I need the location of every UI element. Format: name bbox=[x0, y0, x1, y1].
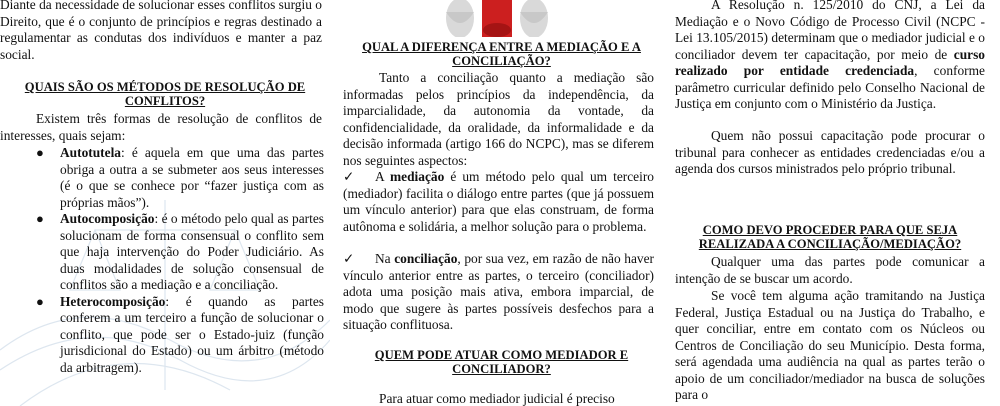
conciliation-text: , por sua vez, em razão de não haver vínculo anterior entre as partes, o terceiro (conciliador) adota uma posição mais ativa, embora imparcial, de modo que sugere às partes possíveis desfechos para a situação conflituosa. bbox=[343, 251, 654, 332]
resolution-paragraph bbox=[675, 0, 985, 113]
methods-heading: QUAIS SÃO OS MÉTODOS DE RESOLUÇÃO DE CONFLITOS? bbox=[24, 80, 306, 108]
item-term: Autotutela bbox=[60, 145, 121, 160]
resolution-bold: curso realizado por entidade credenciada bbox=[675, 46, 985, 78]
mediation-term: mediação bbox=[390, 169, 445, 184]
item-text: : é aquela em que uma das partes obriga a outra a se submeter aos seus interesses (é o que se conhece por “fazer justiça com as próprias mãos”). bbox=[60, 145, 324, 210]
column-left bbox=[0, 0, 330, 406]
item-text: : é o método pelo qual as partes solucionam de forma consensual o conflito sem que haja intervenção do Poder Judiciário. As duas modalidades de solução consensual de conflitos são a mediação e a conciliação. bbox=[60, 211, 324, 292]
item-term: Heterocomposição bbox=[60, 293, 166, 309]
who-paragraph: Para atuar como mediador judicial é preciso bbox=[379, 391, 615, 406]
item-text: : é quando as partes conferem a um terceiro a função de solucionar o conflito, que pode ser o Estado-juiz (função jurisdicional do Estado) ou um árbitro (método da arbitragem). bbox=[60, 293, 324, 375]
capacitation-paragraph: Quem não possui capacitação pode procurar o tribunal para conhecer as entidades credenciadas e/ou a agenda dos cursos ministrados pelo próprio tribunal. bbox=[675, 128, 985, 176]
conciliation-paragraph bbox=[343, 251, 654, 334]
difference-heading: QUAL A DIFERENÇA ENTRE A MEDIAÇÃO E A CONCILIAÇÃO? bbox=[362, 40, 641, 68]
mediation-paragraph bbox=[343, 169, 654, 235]
methods-list bbox=[0, 145, 330, 376]
procedure-paragraph-2: Se você tem alguma ação tramitando na Justiça Federal, Justiça Estadual ou na Justiça do Trabalho, e quer conciliar, entre em contato com os Núcleos ou Centros de Conciliação do seu Município. Desta forma, será agendada uma audiência na qual as partes terão o apoio de um conciliador/mediador na busca de soluções para o bbox=[675, 288, 985, 402]
difference-paragraph: Tanto a conciliação quanto a mediação são informadas pelos princípios da independência, da imparcialidade, da autonomia da vontade, da confidencialidade, da oralidade, da informalidade e da decisão informada (artigo 166 do NCPC), mas se diferem nos seguintes aspectos: bbox=[343, 70, 654, 168]
bullet-icon: ● bbox=[36, 293, 44, 309]
intro-paragraph: Diante da necessidade de solucionar esses conflitos surgiu o Direito, que é o conjunto de princípios e regras destinado a regulamentar as condutas dos indivíduos e manter a paz social. bbox=[0, 0, 322, 62]
mediation-text: é um método pelo qual um terceiro (mediador) facilita o diálogo entre partes (que já possuem um vínculo anterior) para que elas construam, de forma autônoma e solidária, a melhor solução para o problema. bbox=[343, 169, 655, 234]
methods-lead: Existem três formas de resolução de conflitos de interesses, quais sejam: bbox=[0, 111, 322, 143]
procedure-heading: COMO DEVO PROCEDER PARA QUE SEJA REALIZADA A CONCILIAÇÃO/MEDIAÇÃO? bbox=[698, 223, 962, 251]
conciliation-pre: Na bbox=[375, 251, 395, 266]
list-item bbox=[0, 145, 330, 211]
list-item bbox=[0, 294, 330, 377]
item-term: Autocomposição bbox=[60, 211, 155, 226]
bullet-icon: ● bbox=[36, 211, 44, 226]
procedure-paragraph-1: Qualquer uma das partes pode comunicar a intenção de se buscar um acordo. bbox=[675, 254, 985, 286]
checkmark-icon: ✓ bbox=[343, 251, 355, 266]
who-heading: QUEM PODE ATUAR COMO MEDIADOR E CONCILIADOR? bbox=[374, 348, 629, 376]
column-middle bbox=[343, 0, 660, 406]
resolution-text-b: , conforme parâmetro curricular definido pelo Conselho Nacional de Justiça em conjunto com o Ministério da Justiça. bbox=[675, 63, 985, 111]
conciliation-term: conciliação bbox=[394, 251, 458, 266]
list-item bbox=[0, 211, 330, 294]
checkmark-icon: ✓ bbox=[343, 169, 355, 184]
column-right bbox=[675, 0, 985, 406]
mediation-pre: A bbox=[375, 169, 390, 184]
resolution-text-a: A Resolução n. 125/2010 do CNJ, a Lei da Mediação e o Novo Código de Processo Civil (NCPC - Lei 13.105/2015) determinam que o mediador judicial e o conciliador devem ter capacitação, por meio de bbox=[675, 0, 985, 62]
bullet-icon: ● bbox=[36, 145, 44, 160]
